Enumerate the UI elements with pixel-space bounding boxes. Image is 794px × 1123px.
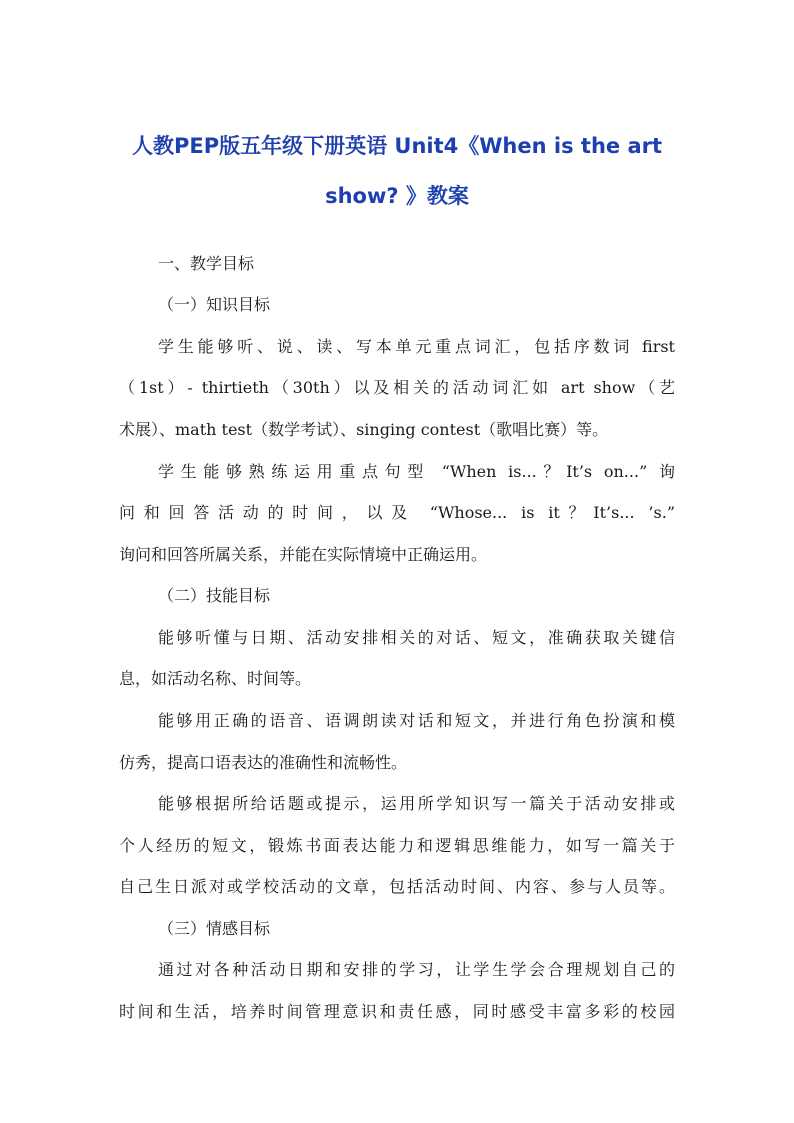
paragraph-line: 通过对各种活动日期和安排的学习，让学生学会合理规划自己的 <box>158 960 675 979</box>
subheading-skills: （二）技能目标 <box>158 586 271 605</box>
paragraph-line: 学生能够熟练运用重点句型 “When is...？It’s on...” 询 <box>158 462 675 481</box>
section-heading-objectives: 一、教学目标 <box>158 254 255 273</box>
paragraph-line: 自己生日派对或学校活动的文章，包括活动时间、内容、参与人员等。 <box>119 877 675 896</box>
paragraph-line: 仿秀，提高口语表达的准确性和流畅性。 <box>119 753 408 772</box>
paragraph-line: 能够用正确的语音、语调朗读对话和短文，并进行角色扮演和模 <box>158 711 675 730</box>
subheading-emotion: （三）情感目标 <box>158 919 271 938</box>
paragraph-line: 时间和生活，培养时间管理意识和责任感，同时感受丰富多彩的校园 <box>119 1002 675 1021</box>
subheading-knowledge: （一）知识目标 <box>158 295 271 314</box>
paragraph-line: 询问和回答所属关系，并能在实际情境中正确运用。 <box>119 545 488 564</box>
document-title-line-1: 人教PEP版五年级下册英语 Unit4《When is the art <box>131 134 663 158</box>
paragraph-line: 能够根据所给话题或提示，运用所学知识写一篇关于活动安排或 <box>158 794 675 813</box>
paragraph-line: 术展）、math test（数学考试）、singing contest（歌唱比赛）等。 <box>119 420 609 439</box>
paragraph-line: （1st）- thirtieth（30th）以及相关的活动词汇如 art show（艺 <box>119 378 675 397</box>
paragraph-line: 个人经历的短文，锻炼书面表达能力和逻辑思维能力，如写一篇关于 <box>119 836 675 855</box>
paragraph-line: 能够听懂与日期、活动安排相关的对话、短文，准确获取关键信 <box>158 628 675 647</box>
paragraph-line: 学生能够听、说、读、写本单元重点词汇，包括序数词 first <box>158 337 675 356</box>
document-title-line-2: show? 》教案 <box>325 184 469 208</box>
paragraph-line: 息，如活动名称、时间等。 <box>119 669 312 688</box>
paragraph-line: 问和回答活动的时间，以及 “Whose... is it？It’s... ’s.” <box>119 503 675 522</box>
